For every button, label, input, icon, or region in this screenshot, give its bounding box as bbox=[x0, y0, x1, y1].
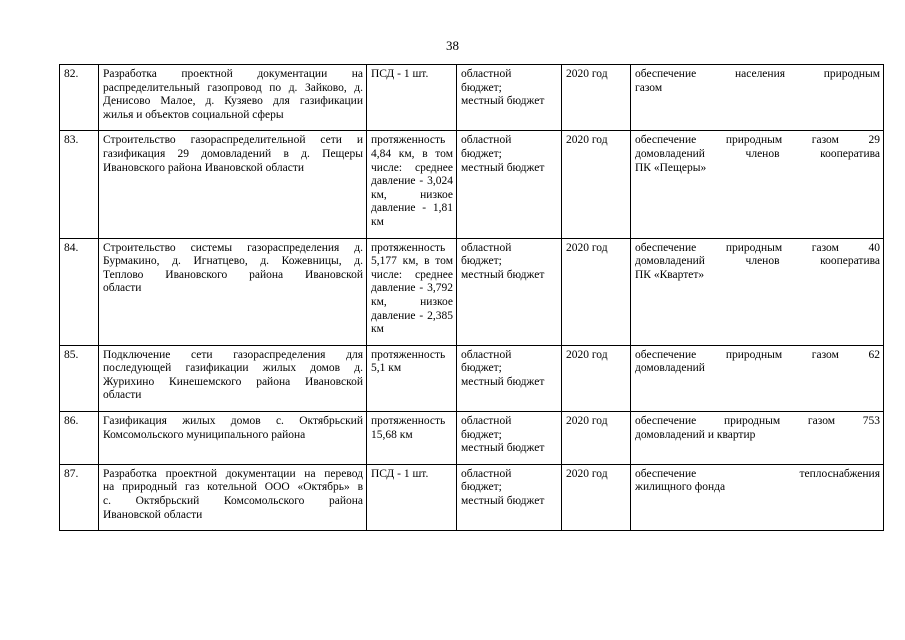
result-line: обеспечение населения природным bbox=[635, 68, 880, 80]
param-line: 5,177 км, в том bbox=[371, 255, 453, 268]
name-line: области bbox=[103, 282, 142, 295]
result-line: обеспечение природным газом 753 bbox=[635, 415, 880, 428]
cell-budget bbox=[457, 65, 562, 131]
name-line: Ивановского района Ивановской области bbox=[103, 161, 305, 174]
cell-budget bbox=[457, 238, 562, 345]
budget-line: областной bbox=[461, 68, 512, 80]
result-line: обеспечение природным газом 40 bbox=[635, 241, 880, 254]
cell-result bbox=[631, 131, 884, 238]
table-row bbox=[60, 464, 884, 530]
param-line: км bbox=[371, 323, 384, 336]
measures-table bbox=[59, 64, 884, 531]
budget-line: местный бюджет bbox=[461, 375, 545, 388]
budget-line: бюджет; bbox=[461, 147, 502, 160]
cell-budget bbox=[457, 412, 562, 465]
budget-line: местный бюджет bbox=[461, 161, 545, 174]
cell-year: 2020 год bbox=[562, 345, 631, 411]
budget-line: областной bbox=[461, 348, 512, 361]
budget-line: областной bbox=[461, 134, 512, 147]
cell-year: 2020 год bbox=[562, 65, 631, 131]
param-line: 4,84 км, в том bbox=[371, 147, 453, 160]
param-line: км, низкое bbox=[371, 295, 453, 308]
param-line: давление - 1,81 bbox=[371, 202, 453, 215]
name-line: Комсомольского муниципального района bbox=[103, 428, 306, 441]
name-line: Газификация жилых домов с. Октябрьский bbox=[103, 415, 363, 428]
budget-line: местный бюджет bbox=[461, 95, 545, 108]
cell-name bbox=[99, 412, 367, 465]
cell-param bbox=[367, 65, 457, 131]
cell-result bbox=[631, 238, 884, 345]
cell-name bbox=[99, 238, 367, 345]
result-line: обеспечение теплоснабжения bbox=[635, 467, 880, 480]
name-line: Разработка проектной документации на перевод bbox=[103, 467, 363, 480]
cell-num: 84. bbox=[60, 238, 99, 345]
name-line: области bbox=[103, 389, 142, 402]
cell-num: 86. bbox=[60, 412, 99, 465]
name-line: Строительство газораспределительной сети и bbox=[103, 134, 363, 147]
budget-line: бюджет; bbox=[461, 255, 502, 268]
name-line: Строительство системы газораспределения д. bbox=[103, 241, 363, 254]
cell-result bbox=[631, 65, 884, 131]
cell-name bbox=[99, 65, 367, 131]
name-line: с. Октябрьский Комсомольского района bbox=[103, 495, 363, 508]
param-line: км bbox=[371, 215, 384, 228]
budget-line: областной bbox=[461, 415, 512, 428]
result-line: ПК «Пещеры» bbox=[635, 161, 707, 174]
param-line: ПСД - 1 шт. bbox=[371, 467, 429, 480]
name-line: на природный газ котельной ООО «Октябрь» в bbox=[103, 481, 363, 494]
name-line: Ивановской области bbox=[103, 508, 203, 521]
cell-num: 83. bbox=[60, 131, 99, 238]
name-line: газификация 29 домовладений в д. Пещеры bbox=[103, 147, 363, 160]
cell-budget bbox=[457, 131, 562, 238]
cell-year: 2020 год bbox=[562, 238, 631, 345]
cell-budget bbox=[457, 345, 562, 411]
result-line: обеспечение природным газом 29 bbox=[635, 134, 880, 147]
page-number: 38 bbox=[446, 38, 459, 53]
name-line: Разработка проектной документации на bbox=[103, 68, 363, 80]
result-line: домовладений членов кооператива bbox=[635, 147, 880, 160]
param-line: протяженность bbox=[371, 415, 446, 428]
result-line: жилищного фонда bbox=[635, 481, 726, 494]
budget-line: бюджет; bbox=[461, 481, 502, 494]
cell-result bbox=[631, 412, 884, 465]
budget-line: бюджет; bbox=[461, 428, 502, 441]
cell-name bbox=[99, 464, 367, 530]
param-line: числе: среднее bbox=[371, 268, 453, 281]
cell-param bbox=[367, 345, 457, 411]
name-line: последующей газификации жилых домов д. bbox=[103, 362, 363, 375]
param-line: 5,1 км bbox=[371, 362, 402, 375]
param-line: давление - 3,024 bbox=[371, 175, 453, 188]
name-line: распределительный газопровод по д. Зайково, д. bbox=[103, 81, 363, 94]
cell-budget bbox=[457, 464, 562, 530]
result-line: газом bbox=[635, 81, 663, 94]
budget-line: областной bbox=[461, 467, 512, 480]
budget-line: местный бюджет bbox=[461, 442, 545, 455]
result-line: домовладений bbox=[635, 362, 705, 375]
name-line: Журихино Кинешемского района Ивановской bbox=[103, 375, 363, 388]
cell-param bbox=[367, 131, 457, 238]
cell-year: 2020 год bbox=[562, 412, 631, 465]
cell-name bbox=[99, 131, 367, 238]
cell-num: 85. bbox=[60, 345, 99, 411]
cell-year: 2020 год bbox=[562, 464, 631, 530]
name-line: жилья и объектов социальной сферы bbox=[103, 108, 284, 121]
table-row bbox=[60, 345, 884, 411]
budget-line: местный бюджет bbox=[461, 495, 545, 508]
param-line: протяженность bbox=[371, 134, 446, 147]
param-line: протяженность bbox=[371, 241, 446, 254]
table-row bbox=[60, 412, 884, 465]
param-line: км, низкое bbox=[371, 188, 453, 201]
result-line: ПК «Квартет» bbox=[635, 268, 705, 281]
budget-line: местный бюджет bbox=[461, 268, 545, 281]
table-body bbox=[60, 65, 884, 531]
name-line: Теплово Ивановского района Ивановской bbox=[103, 268, 363, 281]
table-row bbox=[60, 238, 884, 345]
result-line: домовладений членов кооператива bbox=[635, 255, 880, 268]
param-line: 15,68 км bbox=[371, 428, 413, 441]
budget-line: бюджет; bbox=[461, 362, 502, 375]
param-line: ПСД - 1 шт. bbox=[371, 68, 429, 80]
table-row bbox=[60, 65, 884, 131]
param-line: протяженность bbox=[371, 348, 446, 361]
result-line: домовладений и квартир bbox=[635, 428, 756, 441]
param-line: давление - 2,385 bbox=[371, 309, 453, 322]
budget-line: областной bbox=[461, 241, 512, 254]
param-line: числе: среднее bbox=[371, 161, 453, 174]
name-line: Бурмакино, д. Игнатцево, д. Кожевницы, д. bbox=[103, 255, 363, 268]
cell-name bbox=[99, 345, 367, 411]
cell-num: 82. bbox=[60, 65, 99, 131]
name-line: Денисово Малое, д. Кузяево для газификации bbox=[103, 95, 363, 108]
cell-param bbox=[367, 412, 457, 465]
cell-param bbox=[367, 464, 457, 530]
table-row bbox=[60, 131, 884, 238]
cell-result bbox=[631, 345, 884, 411]
param-line: давление - 3,792 bbox=[371, 282, 453, 295]
cell-param bbox=[367, 238, 457, 345]
cell-num: 87. bbox=[60, 464, 99, 530]
budget-line: бюджет; bbox=[461, 81, 502, 94]
result-line: обеспечение природным газом 62 bbox=[635, 348, 880, 361]
cell-year: 2020 год bbox=[562, 131, 631, 238]
name-line: Подключение сети газораспределения для bbox=[103, 348, 363, 361]
cell-result bbox=[631, 464, 884, 530]
